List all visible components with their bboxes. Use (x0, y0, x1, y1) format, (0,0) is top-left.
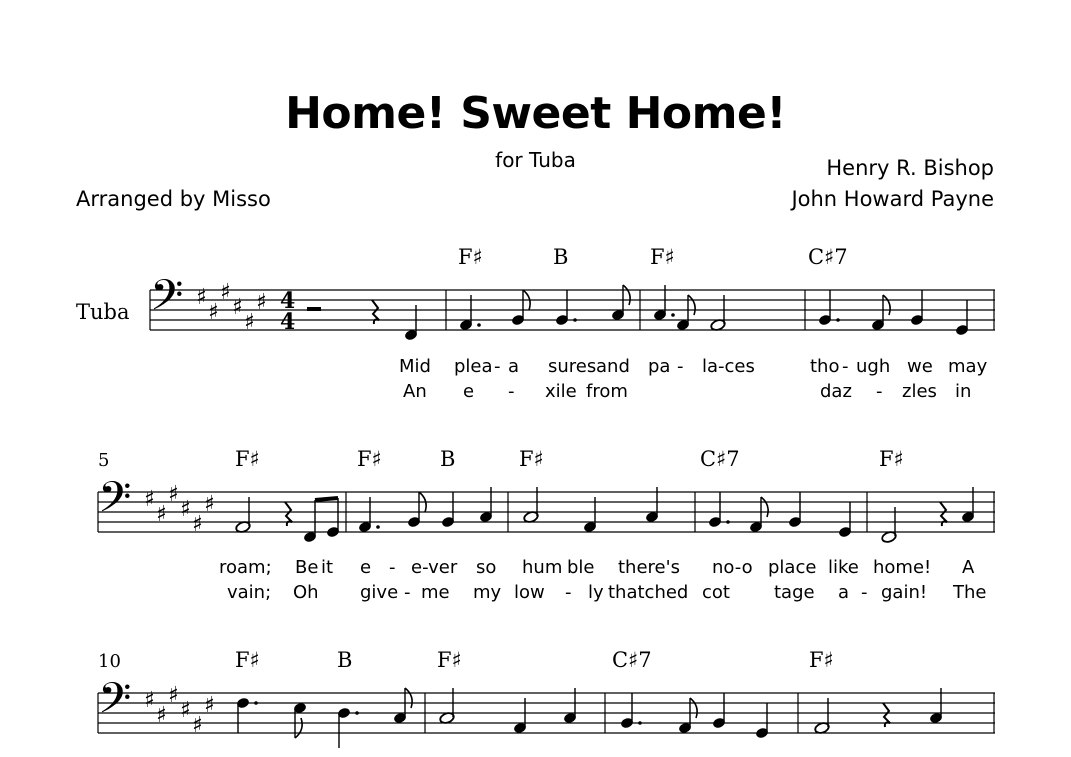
note (511, 290, 530, 326)
lyrics-line (399, 356, 988, 377)
lyric-syllable: - (842, 356, 849, 377)
lyric-syllable: Be (295, 557, 319, 578)
lyric-syllable: Oh (293, 582, 319, 603)
chord-symbol: F♯ (437, 648, 462, 672)
lyric-syllable: - (861, 582, 868, 603)
lyric-syllable: in (955, 381, 972, 402)
lyric-syllable: ble (567, 557, 595, 578)
sharp-icon: ♯ (204, 693, 215, 718)
lyric-syllable: - (677, 356, 684, 377)
staff-2 (98, 492, 995, 532)
measure-number: 10 (98, 651, 121, 672)
lyric-syllable: place (768, 557, 817, 578)
lyric-syllable: there's (618, 557, 680, 578)
lyric-syllable: la-ces (702, 356, 755, 377)
lyric-syllable: - (876, 381, 883, 402)
lyric-syllable: The (953, 582, 987, 603)
lyric-syllable: daz (820, 381, 852, 402)
lyric-syllable: from (586, 381, 628, 402)
chord-symbol: B (440, 447, 456, 471)
chord-symbol: F♯ (458, 245, 483, 269)
beamed-notes (303, 498, 340, 543)
lyric-syllable: Mid (399, 356, 431, 377)
chord-symbol: F♯ (879, 447, 904, 471)
chord-symbol: F♯ (357, 447, 382, 471)
lyric-syllable: - (508, 381, 515, 402)
lyrics-line (219, 557, 975, 578)
sharp-icon: ♯ (220, 280, 231, 305)
note (337, 707, 359, 748)
lyric-syllable: thatched (608, 582, 689, 603)
lyric-syllable: zles (902, 381, 937, 402)
arranger: Arranged by Misso (76, 187, 271, 211)
sharp-icon: ♯ (144, 688, 155, 713)
lyric-syllable: xile (545, 381, 577, 402)
lyricist: John Howard Payne (791, 187, 994, 211)
note (441, 492, 455, 528)
lyric-syllable: tage (774, 582, 815, 603)
note (712, 693, 726, 729)
note (236, 697, 258, 733)
lyric-syllable: like (828, 557, 859, 578)
chord-symbol: F♯ (809, 648, 834, 672)
lyric-syllable: my (473, 582, 502, 603)
lyric-syllable: may (948, 356, 988, 377)
chord-symbol: C♯7 (612, 648, 652, 672)
lyric-syllable: - (404, 582, 411, 603)
chord-symbol: C♯7 (808, 245, 848, 269)
lyric-syllable: - (565, 582, 572, 603)
lyric-syllable: - (494, 356, 501, 377)
chord-symbol: F♯ (519, 447, 544, 471)
lyric-syllable: me (421, 582, 450, 603)
lyric-syllable: ly (588, 582, 604, 603)
lyric-syllable: and (596, 356, 630, 377)
composer: Henry R. Bishop (826, 156, 994, 180)
lyric-syllable: - (389, 557, 396, 578)
sharp-icon: ♯ (208, 300, 219, 325)
chord-symbol: F♯ (235, 648, 260, 672)
lyrics-line (227, 582, 986, 603)
lyric-syllable: gain! (881, 582, 928, 603)
sharp-icon: ♯ (244, 310, 255, 335)
lyric-syllable: e (360, 557, 372, 578)
sharp-icon: ♯ (204, 492, 215, 517)
half-rest (307, 307, 321, 311)
time-signature-bottom: 4 (280, 309, 296, 335)
note (708, 492, 730, 528)
sharp-icon: ♯ (232, 295, 243, 320)
lyric-syllable: so (476, 557, 497, 578)
lyric-syllable: plea (454, 356, 493, 377)
measure-number: 5 (98, 450, 110, 471)
sharp-icon: ♯ (192, 713, 203, 738)
note (955, 300, 969, 336)
lyric-syllable: e (463, 381, 475, 402)
lyrics-line (403, 381, 971, 402)
sharp-icon: ♯ (168, 482, 179, 507)
sharp-icon: ♯ (168, 683, 179, 708)
lyric-syllable: pa (648, 356, 671, 377)
lyric-syllable: vain; (227, 582, 272, 603)
lyric-syllable: it (321, 557, 334, 578)
bass-clef-icon: 𝄢 (98, 473, 132, 533)
lyric-syllable: ugh (856, 356, 891, 377)
note (818, 290, 840, 326)
chord-symbol: B (553, 245, 569, 269)
note (620, 693, 642, 729)
sharp-icon: ♯ (256, 290, 267, 315)
bass-clef-icon: 𝄢 (150, 271, 184, 331)
note (788, 492, 802, 528)
lyric-syllable: home! (873, 557, 932, 578)
key-signature (144, 482, 215, 537)
lyric-syllable: a (838, 582, 850, 603)
sharp-icon: ♯ (144, 487, 155, 512)
note (910, 290, 924, 326)
staff-3 (98, 693, 995, 733)
lyric-syllable: e-ver (411, 557, 458, 578)
chord-symbol: F♯ (650, 245, 675, 269)
lyric-syllable: tho (810, 356, 840, 377)
lyric-syllable: sures (548, 356, 597, 377)
sharp-icon: ♯ (192, 512, 203, 537)
lyric-syllable: give (360, 582, 399, 603)
note (555, 290, 577, 326)
subtitle: for Tuba (495, 148, 576, 172)
sharp-icon: ♯ (180, 698, 191, 723)
lyric-syllable: low (514, 582, 545, 603)
note (755, 703, 769, 739)
chord-symbol: F♯ (235, 447, 260, 471)
staff-1 (150, 290, 995, 330)
key-signature (144, 683, 215, 738)
time-signature (280, 288, 295, 335)
note (838, 502, 852, 538)
note (407, 492, 426, 528)
sharp-icon: ♯ (156, 703, 167, 728)
lyric-syllable: hum (522, 557, 563, 578)
key-signature (196, 280, 267, 335)
lyric-syllable: a (508, 356, 520, 377)
chord-symbol: C♯7 (700, 447, 740, 471)
sharp-icon: ♯ (180, 497, 191, 522)
bass-clef-icon: 𝄢 (98, 674, 132, 734)
lyric-syllable: An (403, 381, 427, 402)
sharp-icon: ♯ (196, 285, 207, 310)
lyric-syllable: no-o (712, 557, 753, 578)
instrument-name: Tuba (76, 300, 130, 324)
lyric-syllable: cot (702, 582, 730, 603)
lyric-syllable: A (962, 557, 975, 578)
lyric-syllable: we (907, 356, 933, 377)
lyric-syllable: roam; (219, 557, 272, 578)
time-signature-top: 4 (280, 288, 296, 314)
chord-symbol: B (337, 648, 353, 672)
sharp-icon: ♯ (156, 502, 167, 527)
page-title: Home! Sweet Home! (285, 88, 786, 139)
